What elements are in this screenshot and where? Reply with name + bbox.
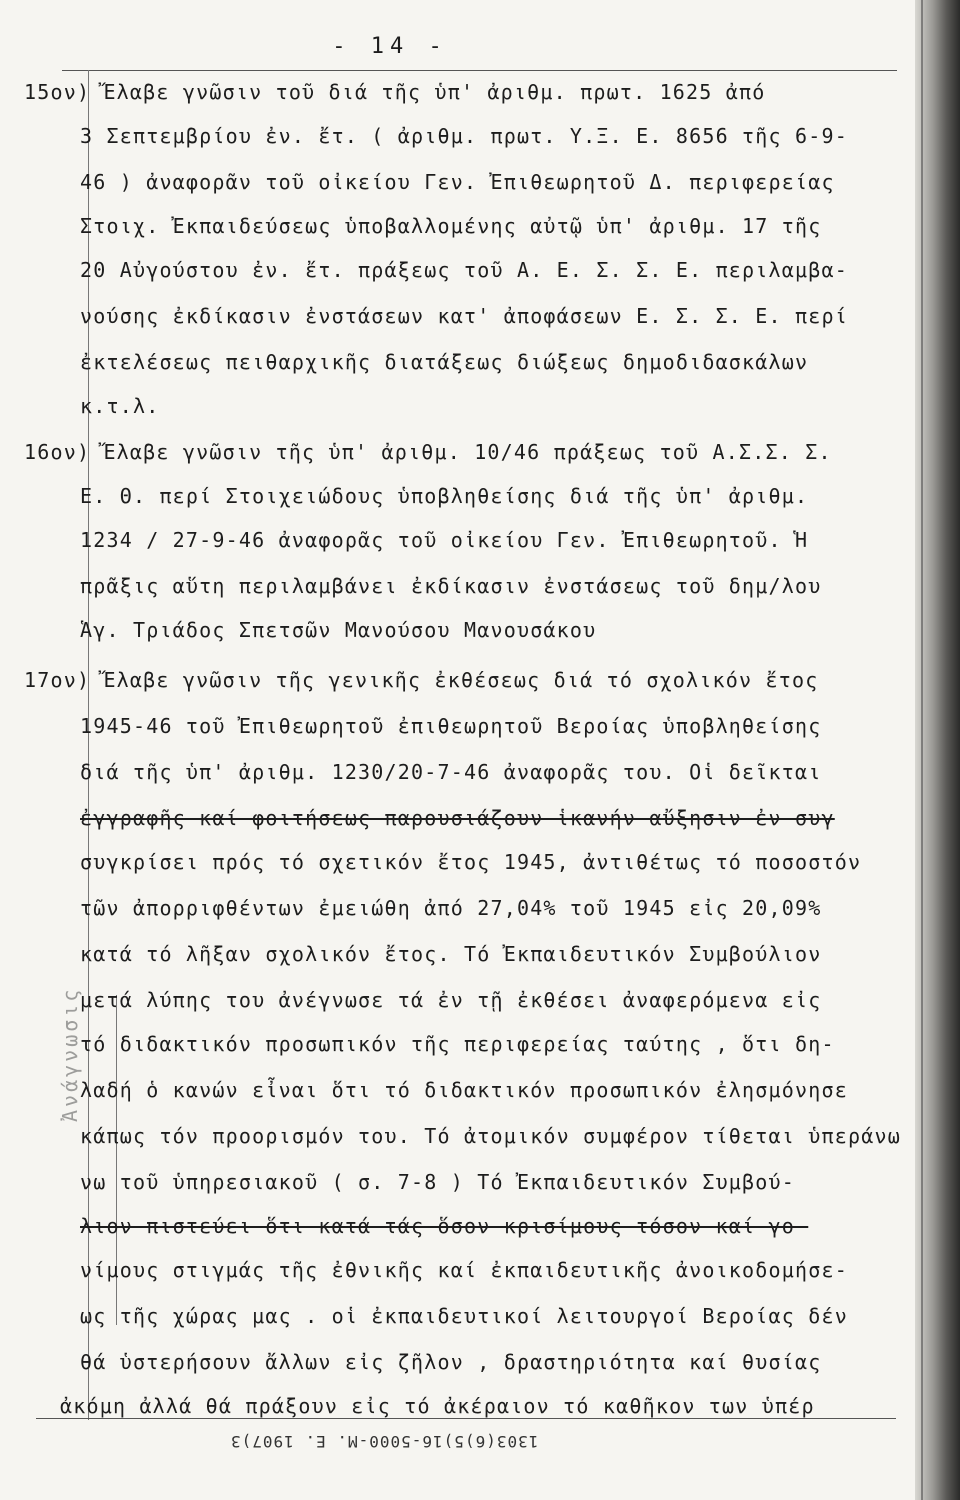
text-line: Ἁγ. Τριάδος Σπετσῶν Μανούσου Μανουσάκου [80, 618, 597, 642]
text-line: πρᾶξις αὕτη περιλαμβάνει ἐκδίκασιν ἐνστάσεως τοῦ δημ/λου [80, 574, 822, 598]
margin-bleed-text: Ἀνάγνωσις [58, 986, 82, 1122]
text-line: ἐγγραφῆς καί φοιτήσεως παρουσιάζουν ἱκανήν αὔξησιν ἐν συγ [80, 806, 835, 830]
text-line: 17ον) Ἔλαβε γνῶσιν τῆς γενικῆς ἐκθέσεως διά τό σχολικόν ἔτος [24, 668, 819, 692]
text-line: τῶν ἀπορριφθέντων ἐμειώθη ἀπό 27,04% τοῦ 1945 εἰς 20,09% [80, 896, 822, 920]
text-line: 1945-46 τοῦ Ἐπιθεωρητοῦ ἐπιθεωρητοῦ Βεροίας ὑποβληθείσης [80, 714, 822, 738]
text-line: 1234 / 27-9-46 ἀναφορᾶς τοῦ οἰκείου Γεν. Ἐπιθεωρητοῦ. Ἡ [80, 528, 809, 552]
text-line: ως τῆς χώρας μας . οἱ ἐκπαιδευτικοί λειτουργοί Βεροίας δέν [80, 1304, 848, 1328]
text-line: 46 ) ἀναφορᾶν τοῦ οἰκείου Γεν. Ἐπιθεωρητοῦ Δ. περιφερείας [80, 170, 835, 194]
text-line: θά ὑστερήσουν ἄλλων εἰς ζῆλον , δραστηριότητα καί θυσίας [80, 1350, 822, 1374]
text-line: 20 Αὐγούστου ἐν. ἔτ. πράξεως τοῦ Α. Ε. Σ. Σ. Ε. περιλαμβα- [80, 258, 848, 282]
text-line: κατά τό λῆξαν σχολικόν ἔτος. Τό Ἐκπαιδευτικόν Συμβούλιον [80, 942, 822, 966]
text-line: 3 Σεπτεμβρίου ἐν. ἔτ. ( ἀριθμ. πρωτ. Υ.Ξ. Ε. 8656 τῆς 6-9- [80, 124, 848, 148]
text-line: κ.τ.λ. [80, 394, 160, 418]
text-line: συγκρίσει πρός τό σχετικόν ἔτος 1945, ἀντιθέτως τό ποσοστόν [80, 850, 862, 874]
text-line: νίμους στιγμάς τῆς ἐθνικῆς καί ἐκπαιδευτικῆς ἀνοικοδομήσε- [80, 1258, 848, 1282]
bottom-rule [36, 1418, 896, 1419]
text-line: 16ον) Ἔλαβε γνῶσιν τῆς ὑπ' ἀριθμ. 10/46 πράξεως τοῦ Α.Σ.Σ. Σ. [24, 440, 832, 464]
text-line: μετά λύπης του ἀνέγνωσε τά ἐν τῇ ἐκθέσει ἀναφερόμενα εἰς [80, 988, 822, 1012]
text-line: λαδή ὁ κανών εἶναι ὅτι τό διδακτικόν προσωπικόν ἐλησμόνησε [80, 1078, 848, 1102]
text-line: νω τοῦ ὑπηρεσιακοῦ ( σ. 7-8 ) Τό Ἐκπαιδευτικόν Συμβού- [80, 1170, 796, 1194]
text-line: Στοιχ. Ἐκπαιδεύσεως ὑποβαλλομένης αὐτῷ ὑπ' ἀριθμ. 17 τῆς [80, 214, 822, 238]
text-line: νούσης ἐκδίκασιν ἐνστάσεων κατ' ἀποφάσεων Ε. Σ. Σ. Ε. περί [80, 304, 848, 328]
text-line: διά τῆς ὑπ' ἀριθμ. 1230/20-7-46 ἀναφορᾶς του. Οἱ δεῖκται [80, 760, 822, 784]
text-line: 15ον) Ἔλαβε γνῶσιν τοῦ διά τῆς ὑπ' ἀριθμ. πρωτ. 1625 ἀπό [24, 80, 766, 104]
text-line: ἐκτελέσεως πειθαρχικῆς διατάξεως διώξεως δημοδιδασκάλων [80, 350, 809, 374]
page-number: - 14 - [332, 34, 448, 59]
printer-footer: 1303(6)5)16-5000-Μ. Ε. 1907)3 [230, 1432, 539, 1451]
text-line: λιον πιστεύει ὅτι κατά τάς ὅσον κρισίμους τόσον καί γο- [80, 1214, 809, 1238]
text-line: ἀκόμη ἀλλά θά πράξουν εἰς τό ἀκέραιον τό καθῆκον των ὑπέρ [60, 1394, 815, 1418]
text-line: κάπως τόν προορισμόν του. Τό ἀτομικόν συμφέρον τίθεται ὑπεράνω [80, 1124, 901, 1148]
text-line: Ε. Θ. περί Στοιχειώδους ὑποβληθείσης διά τῆς ὑπ' ἀριθμ. [80, 484, 809, 508]
book-binding [915, 0, 960, 1500]
top-rule [62, 70, 897, 71]
text-line: τό διδακτικόν προσωπικόν τῆς περιφερείας ταύτης , ὅτι δη- [80, 1032, 835, 1056]
binding-edge-line [921, 0, 923, 1500]
